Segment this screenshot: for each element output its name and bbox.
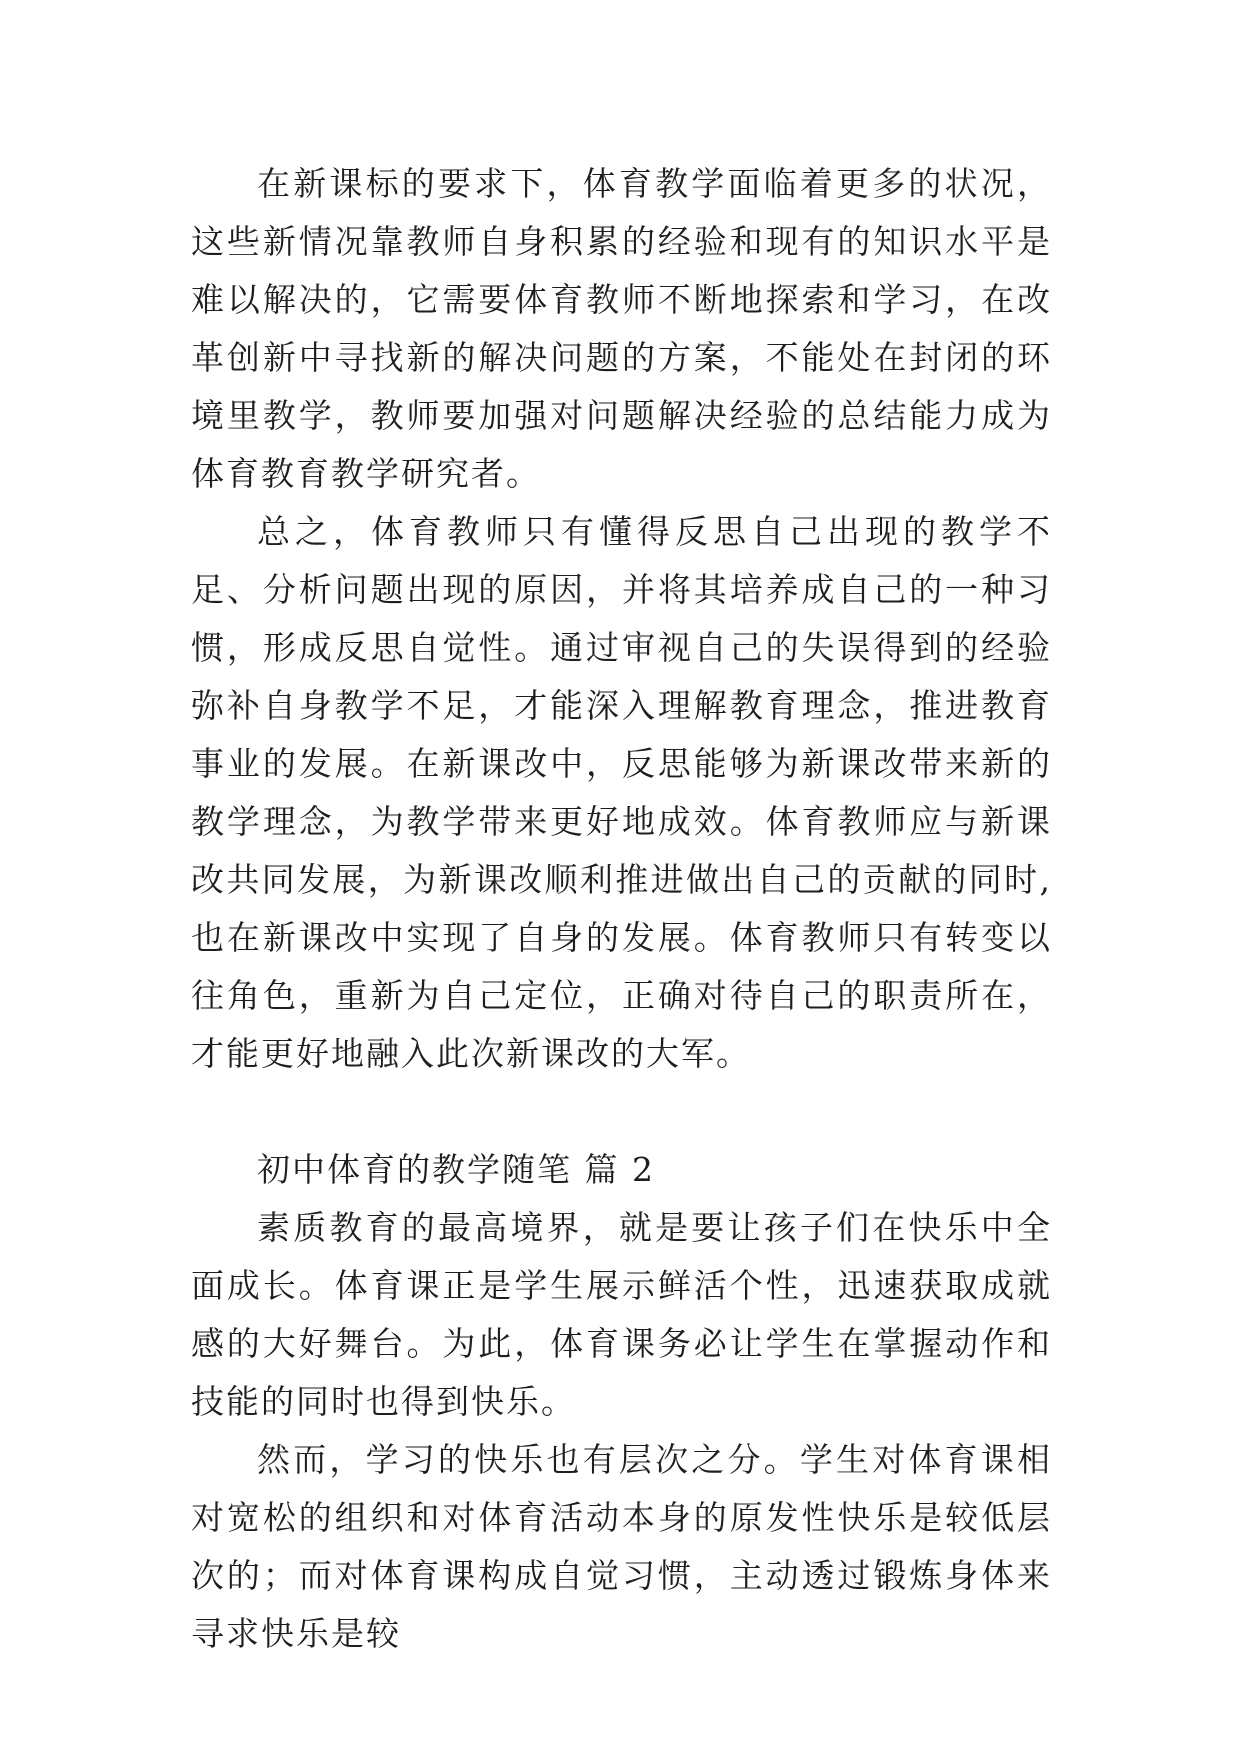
paragraph: 素质教育的最高境界，就是要让孩子们在快乐中全面成长。体育课正是学生展示鲜活个性，迅速获取成就感的大好舞台。为此，体育课务必让学生在掌握动作和技能的同时也得到快乐。 — [191, 1208, 1052, 1421]
paragraph: 然而，学习的快乐也有层次之分。学生对体育课相对宽松的组织和对体育活动本身的原发性快乐是较低层次的；而对体育课构成自觉习惯，主动透过锻炼身体来寻求快乐是较 — [191, 1440, 1052, 1653]
document-body — [191, 155, 1052, 1663]
paragraph: 总之，体育教师只有懂得反思自己出现的教学不足、分析问题出现的原因，并将其培养成自己的一种习惯，形成反思自觉性。通过审视自己的失误得到的经验弥补自身教学不足，才能深入理解教育理念，推进教育事业的发展。在新课改中，反思能够为新课改带来新的教学理念，为教学带来更好地成效。体育教师应与新课改共同发展，为新课改顺利推进做出自己的贡献的同时,也在新课改中实现了自身的发展。体育教师只有转变以往角色，重新为自己定位，正确对待自己的职责所在，才能更好地融入此次新课改的大军。 — [191, 512, 1052, 1073]
section-spacer — [191, 1083, 1052, 1141]
paragraph: 在新课标的要求下，体育教学面临着更多的状况，这些新情况靠教师自身积累的经验和现有的知识水平是难以解决的，它需要体育教师不断地探索和学习，在改革创新中寻找新的解决问题的方案，不能处在封闭的环境里教学，教师要加强对问题解决经验的总结能力成为体育教育教学研究者。 — [191, 164, 1052, 493]
section-heading: 初中体育的教学随笔 篇 2 — [257, 1150, 655, 1189]
